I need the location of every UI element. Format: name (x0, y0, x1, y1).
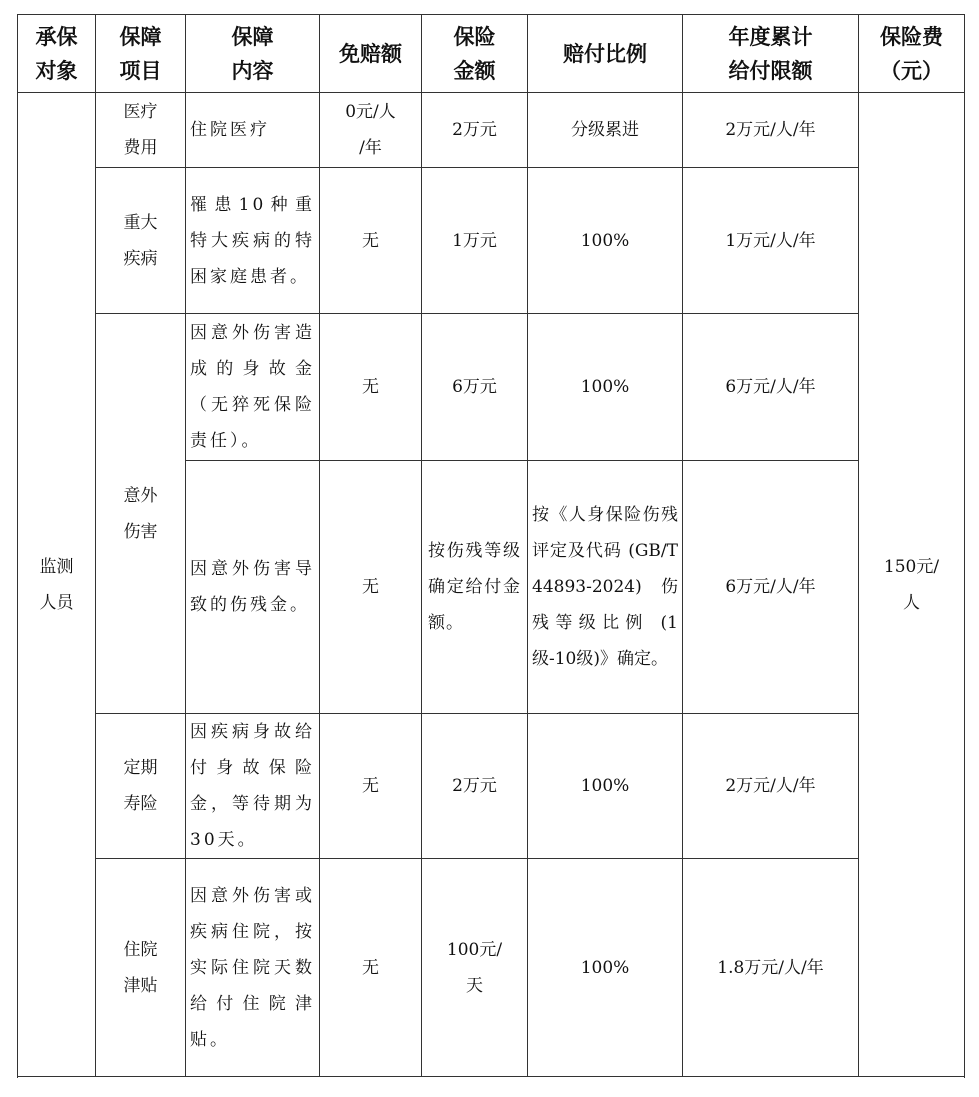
header-ratio: 赔付比例 (528, 15, 683, 93)
amount-cell: 1万元 (422, 168, 528, 314)
ratio-cell: 分级累进 (528, 93, 683, 168)
limit-cell: 2万元/人/年 (683, 93, 859, 168)
content-cell: 罹患10种重特大疾病的特困家庭患者。 (186, 168, 320, 314)
group-medical: 医疗 费用 (96, 93, 186, 168)
ratio-cell: 100% (528, 314, 683, 461)
header-row (18, 15, 965, 93)
deductible-cell: 无 (320, 314, 422, 461)
amount-cell: 100元/ 天 (422, 859, 528, 1077)
ratio-cell: 100% (528, 168, 683, 314)
table-row (18, 93, 965, 168)
header-insured-object: 承保 对象 (18, 15, 96, 93)
ratio-cell: 100% (528, 859, 683, 1077)
header-annual-limit: 年度累计 给付限额 (683, 15, 859, 93)
table-row (18, 168, 965, 314)
limit-cell: 1万元/人/年 (683, 168, 859, 314)
group-term-life: 定期 寿险 (96, 714, 186, 859)
content-cell: 因意外伤害导致的伤残金。 (186, 461, 320, 714)
deductible-cell: 无 (320, 168, 422, 314)
ratio-cell: 按《人身保险伤残评定及代码 (GB/T 44893-2024) 伤残等级比例 (1级-10级)》确定。 (528, 461, 683, 714)
limit-cell: 1.8万元/人/年 (683, 859, 859, 1077)
table-row (18, 714, 965, 859)
insurance-coverage-table (17, 14, 965, 1077)
deductible-cell: 无 (320, 714, 422, 859)
group-hospital-allowance: 住院 津贴 (96, 859, 186, 1077)
content-cell: 因意外伤害造成的身故金（无猝死保险责任）。 (186, 314, 320, 461)
header-amount: 保险 金额 (422, 15, 528, 93)
table-row (18, 314, 965, 461)
header-item: 保障 项目 (96, 15, 186, 93)
insured-object-cell: 监测 人员 (18, 93, 96, 1077)
header-deductible: 免赔额 (320, 15, 422, 93)
content-cell: 因意外伤害或疾病住院，按实际住院天数给付住院津贴。 (186, 859, 320, 1077)
content-cell: 因疾病身故给付身故保险金，等待期为30天。 (186, 714, 320, 859)
deductible-cell: 无 (320, 461, 422, 714)
amount-cell: 2万元 (422, 714, 528, 859)
group-accident: 意外 伤害 (96, 314, 186, 714)
group-critical: 重大 疾病 (96, 168, 186, 314)
amount-cell: 按伤残等级确定给付金额。 (422, 461, 528, 714)
deductible-cell: 无 (320, 859, 422, 1077)
table-row (18, 859, 965, 1077)
header-premium: 保险费 （元） (859, 15, 965, 93)
limit-cell: 6万元/人/年 (683, 461, 859, 714)
deductible-cell: 0元/人 /年 (320, 93, 422, 168)
limit-cell: 6万元/人/年 (683, 314, 859, 461)
header-content: 保障 内容 (186, 15, 320, 93)
limit-cell: 2万元/人/年 (683, 714, 859, 859)
amount-cell: 6万元 (422, 314, 528, 461)
amount-cell: 2万元 (422, 93, 528, 168)
content-cell: 住院医疗 (186, 93, 320, 168)
premium-cell: 150元/ 人 (859, 93, 965, 1077)
ratio-cell: 100% (528, 714, 683, 859)
